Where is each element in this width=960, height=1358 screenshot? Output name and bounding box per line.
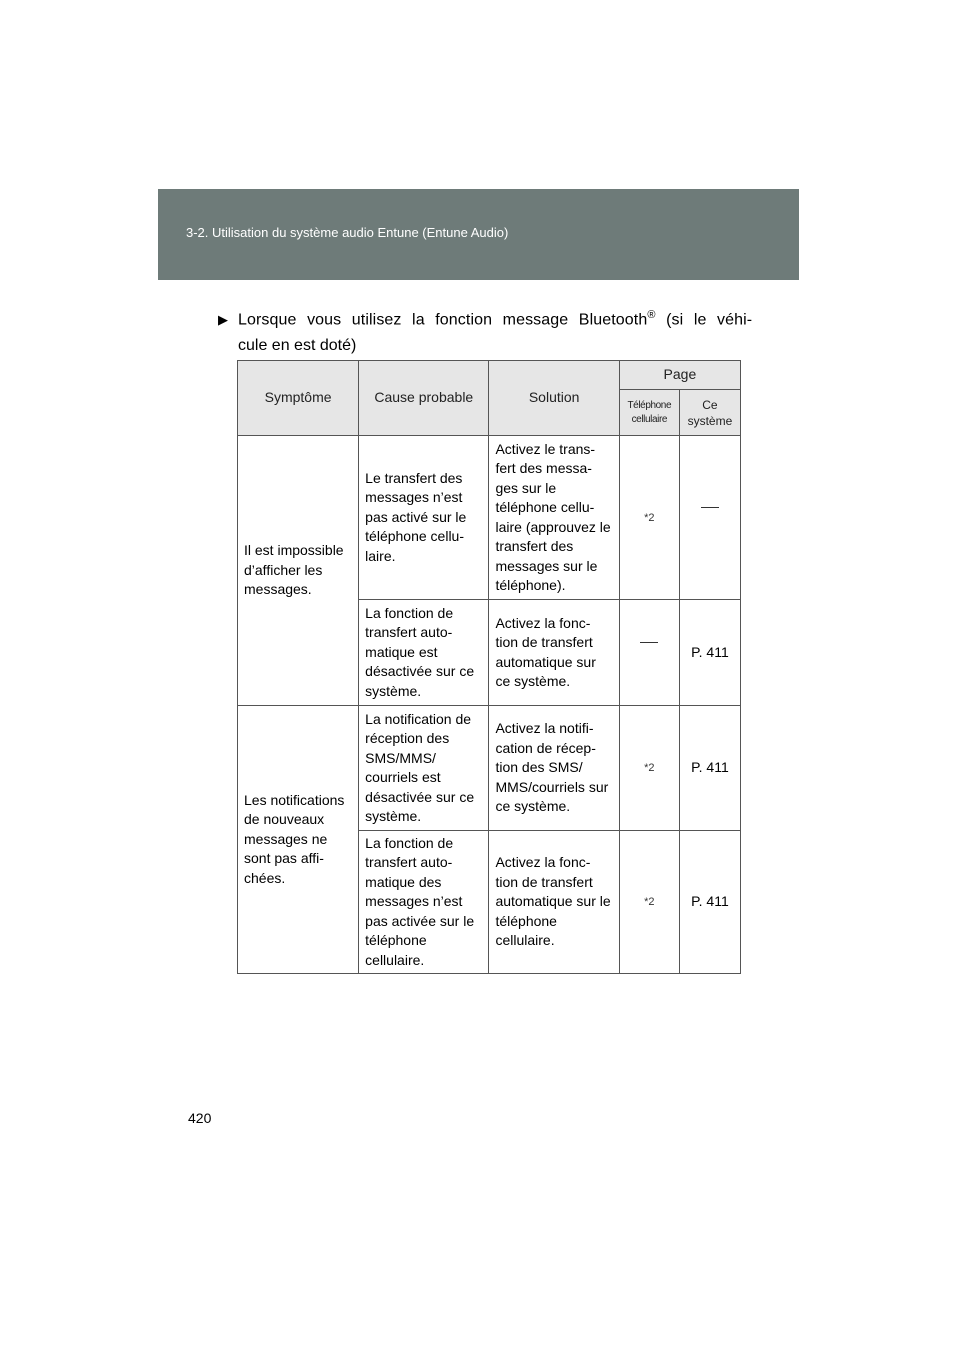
table-row bbox=[238, 706, 741, 831]
cell-system: P. 411 bbox=[679, 831, 740, 974]
table-row bbox=[238, 436, 741, 600]
cell-solution: Activez la notifi-cation de récep-tion des SMS/ MMS/courriels sur ce système. bbox=[489, 706, 619, 831]
dash-mark bbox=[701, 507, 719, 528]
intro-text-start: Lorsque vous utilisez la fonction message Bluetooth bbox=[238, 311, 648, 329]
cell-symptom: Les notifications de nouveaux messages ne sont pas affi-chées. bbox=[238, 706, 359, 974]
cell-phone bbox=[619, 436, 679, 600]
footnote-ref: *2 bbox=[644, 896, 655, 909]
section-title: 3-2. Utilisation du système audio Entune (Entune Audio) bbox=[186, 225, 509, 240]
registered-mark: ® bbox=[647, 309, 656, 321]
cell-system bbox=[679, 436, 740, 600]
header-symptom: Symptôme bbox=[238, 361, 359, 436]
cell-phone bbox=[619, 831, 679, 974]
dash-mark bbox=[640, 642, 658, 663]
cell-cause: La fonction de transfert auto-matique est désactivée sur ce système. bbox=[359, 600, 489, 706]
cell-cause: La notification de réception des SMS/MMS/ courriels est désactivée sur ce système. bbox=[359, 706, 489, 831]
header-system: Ce système bbox=[679, 390, 740, 436]
header-page: Page bbox=[619, 361, 740, 390]
troubleshooting-table bbox=[237, 360, 741, 974]
header-solution: Solution bbox=[489, 361, 619, 436]
cell-phone bbox=[619, 600, 679, 706]
intro-text-line2: cule en est doté) bbox=[238, 337, 357, 355]
cell-cause: La fonction de transfert auto-matique des messages n’est pas activée sur le téléphone cellulaire. bbox=[359, 831, 489, 974]
cell-symptom: Il est impossible d’afficher les messages. bbox=[238, 436, 359, 706]
intro-paragraph bbox=[218, 302, 753, 359]
header-phone: Téléphone cellulaire bbox=[619, 390, 679, 436]
footnote-ref: *2 bbox=[644, 511, 655, 524]
section-header-band bbox=[158, 189, 799, 280]
cell-solution: Activez le trans-fert des messa-ges sur le téléphone cellu-laire (approuvez le transfert des messages sur le téléphone). bbox=[489, 436, 619, 600]
cell-cause: Le transfert des messages n’est pas activé sur le téléphone cellu-laire. bbox=[359, 436, 489, 600]
footnote-ref: *2 bbox=[644, 762, 655, 775]
triangle-bullet-icon: ▶ bbox=[218, 312, 229, 328]
cell-solution: Activez la fonc-tion de transfert automatique sur ce système. bbox=[489, 600, 619, 706]
cell-phone bbox=[619, 706, 679, 831]
page-number: 420 bbox=[188, 1110, 212, 1126]
intro-text-end: (si le véhi- bbox=[655, 311, 753, 329]
cell-system: P. 411 bbox=[679, 600, 740, 706]
header-cause: Cause probable bbox=[359, 361, 489, 436]
cell-solution: Activez la fonc-tion de transfert automatique sur le téléphone cellulaire. bbox=[489, 831, 619, 974]
cell-system: P. 411 bbox=[679, 706, 740, 831]
